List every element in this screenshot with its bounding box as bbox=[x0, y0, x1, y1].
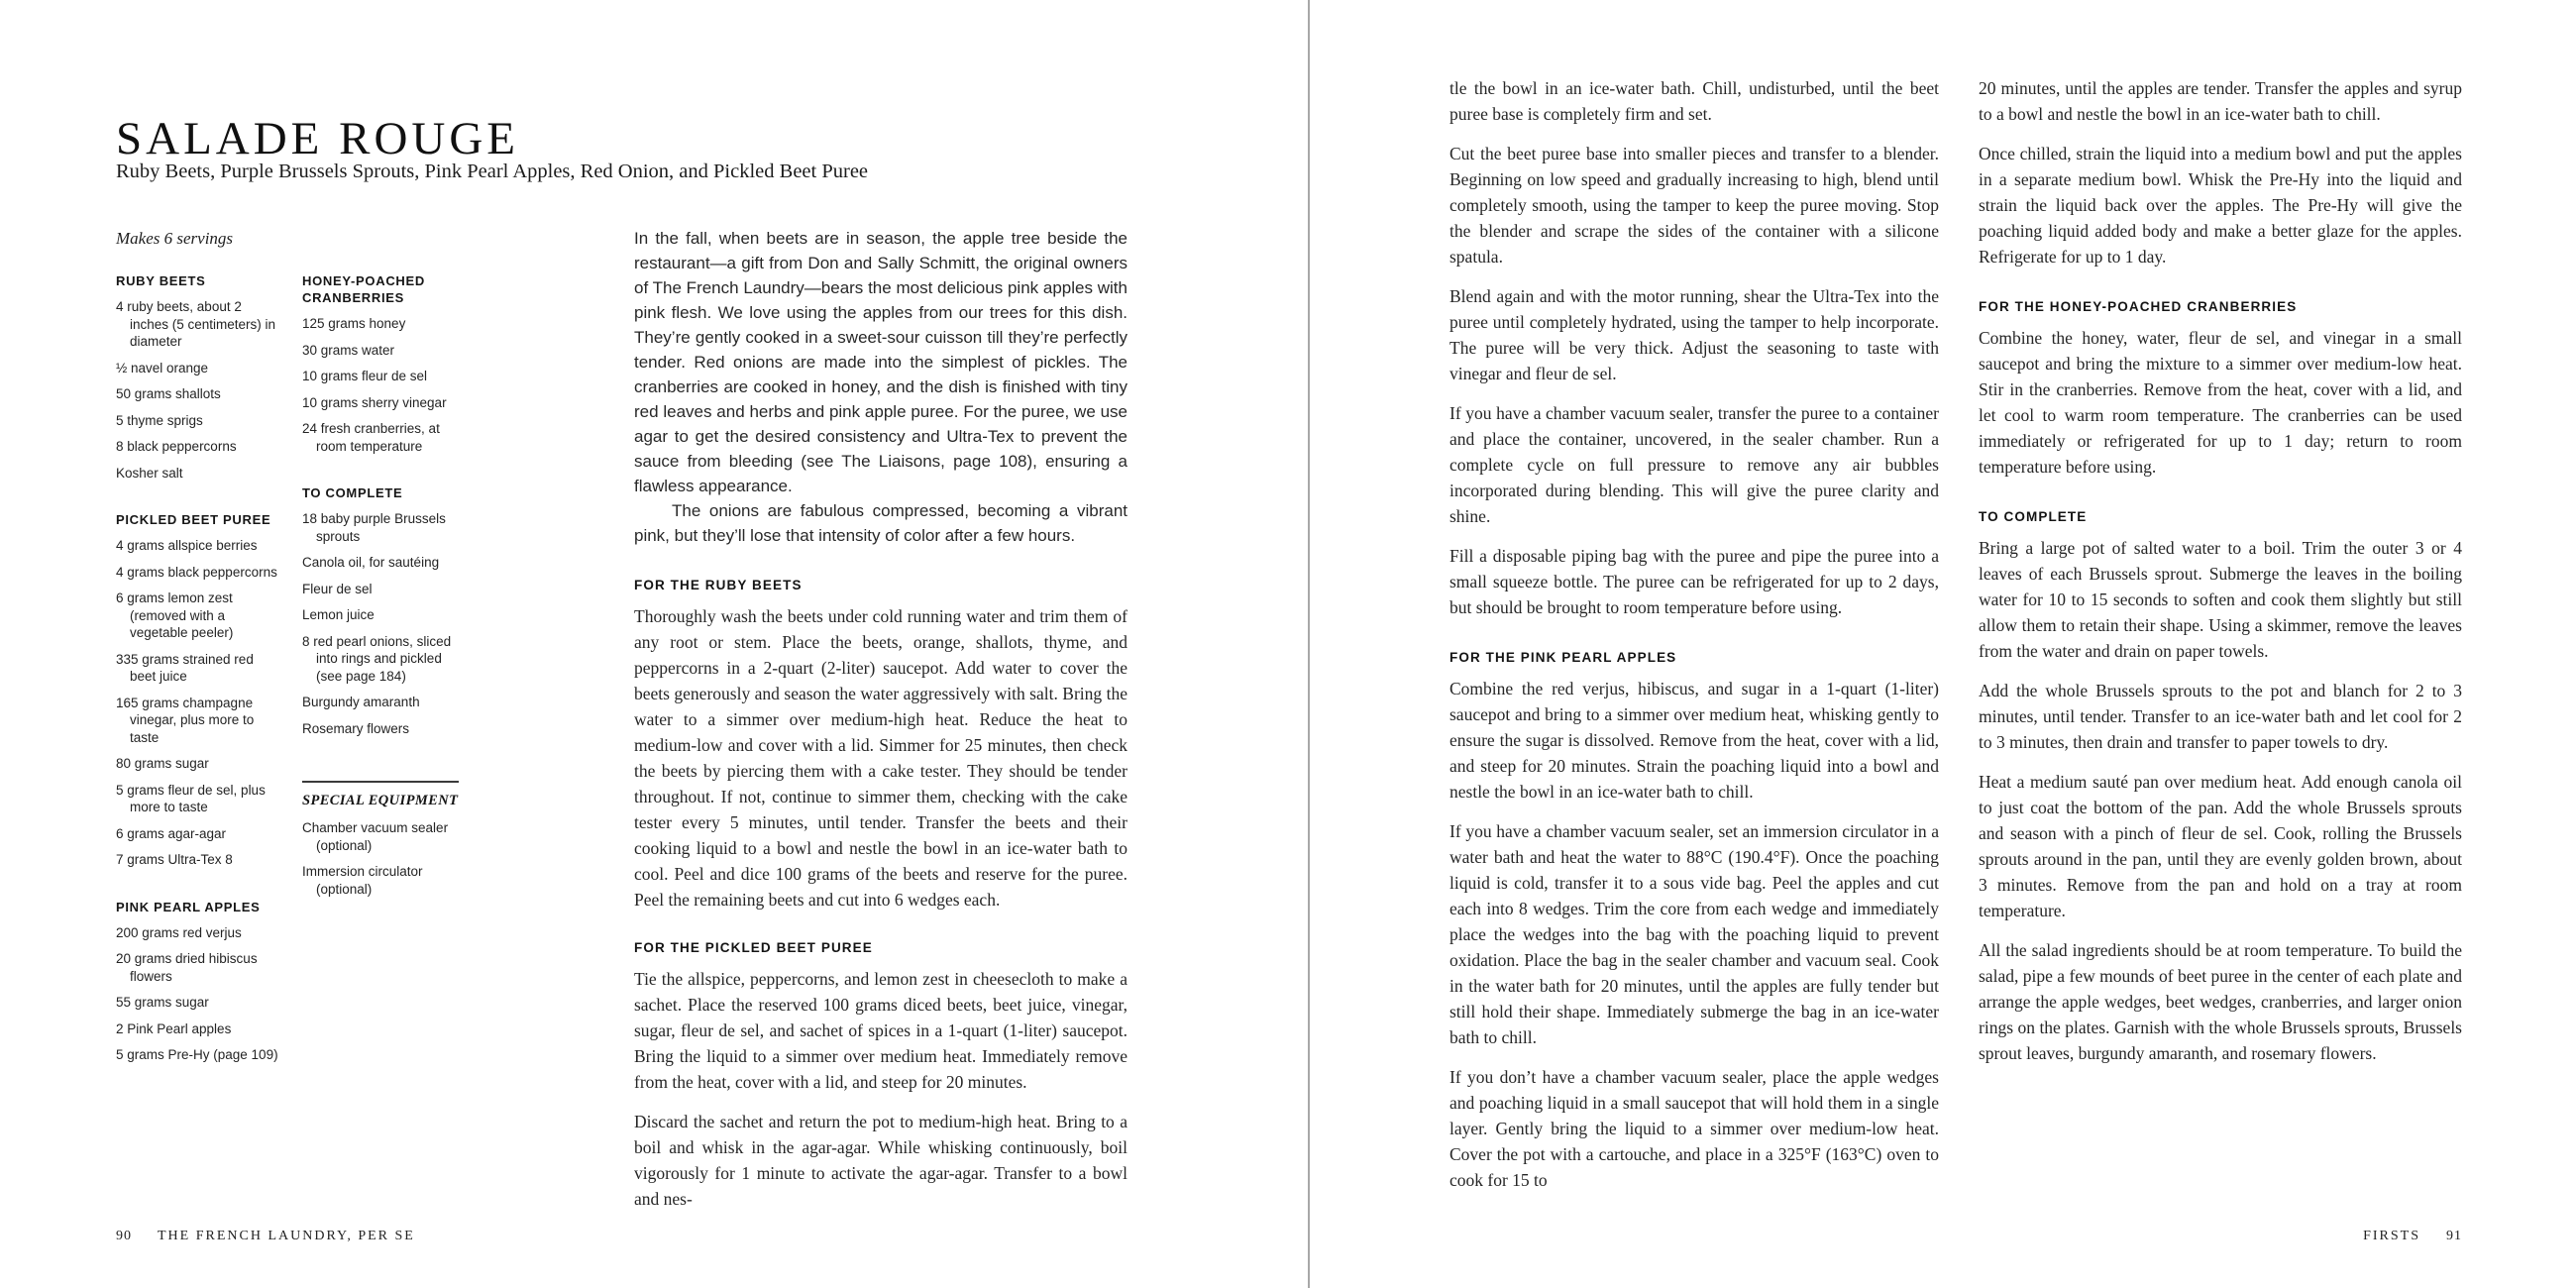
special-equipment-block bbox=[302, 781, 459, 898]
recipe-paragraph: Bring a large pot of salted water to a boil. Trim the outer 3 or 4 leaves of each Brussels sprout. Submerge the leaves in the boiling water for 10 to 15 seconds to soften and cook them slightly but still allow them to retain their shape. Using a skimmer, remove the leaves from the water and drain on paper towels. bbox=[1979, 538, 2462, 661]
intro-paragraph: The onions are fabulous compressed, becoming a vibrant pink, but they’ll lose that intensity of color after a few hours. bbox=[634, 501, 1127, 545]
ingredient-item: 80 grams sugar bbox=[116, 756, 209, 771]
ingredient-item: 10 grams sherry vinegar bbox=[302, 394, 447, 410]
ingredient-item: 24 fresh cranberries, at room temperature bbox=[302, 421, 440, 454]
page-number-right: 91 bbox=[2446, 1229, 2462, 1243]
ingredient-item: Canola oil, for sautéing bbox=[302, 555, 440, 570]
recipe-paragraph: Once chilled, strain the liquid into a medium bowl and put the apples in a separate medium bowl. Whisk the Pre-Hy into the liquid and strain the liquid back over the apples. The Pre-Hy will give the poaching liquid added body and make a better glaze for the apples. Refrigerate for up to 1 day. bbox=[1979, 144, 2462, 267]
ingredient-item: Kosher salt bbox=[116, 465, 183, 481]
ingredient-column-1 bbox=[116, 272, 282, 1094]
page-right bbox=[1310, 0, 2576, 1288]
ingredient-group-honey-poached-cranberries bbox=[302, 272, 469, 455]
ingredient-item: 4 grams allspice berries bbox=[116, 538, 258, 553]
left-body-column bbox=[634, 226, 1127, 1226]
ingredient-item: 8 red pearl onions, sliced into rings and pickled (see page 184) bbox=[302, 633, 452, 684]
right-column-2 bbox=[1979, 75, 2462, 1080]
footer-book-title: THE FRENCH LAUNDRY, PER SE bbox=[158, 1229, 415, 1243]
ingredient-item: 125 grams honey bbox=[302, 316, 406, 331]
ingredient-item: 10 grams fleur de sel bbox=[302, 369, 428, 383]
recipe-paragraph: Fill a disposable piping bag with the puree and pipe the puree into a small squeeze bottle. The puree can be refrigerated for up to 2 days, but should be brought to room temperature before using. bbox=[1449, 546, 1939, 617]
right-column-1 bbox=[1449, 75, 1939, 1207]
ingredient-item: 8 black peppercorns bbox=[116, 439, 237, 454]
special-equipment-item: Immersion circulator (optional) bbox=[302, 864, 423, 897]
ingredient-item: 18 baby purple Brussels sprouts bbox=[302, 511, 446, 544]
ingredient-column-2 bbox=[302, 272, 469, 1094]
recipe-paragraph: Tie the allspice, peppercorns, and lemon zest in cheesecloth to make a sachet. Place the reserved 100 grams diced beets, beet juice, vinegar, sugar, fleur de sel, and sachet of spices in a 1-quart (1-liter) saucepot. Bring the liquid to a simmer over medium heat. Immediately remove from the heat, cover with a lid, and steep for 20 minutes. bbox=[634, 969, 1127, 1092]
recipe-paragraph: Heat a medium sauté pan over medium heat. Add enough canola oil to just coat the bottom of the pan. Add the whole Brussels sprouts and season with a pinch of fleur de sel. Cook, rolling the Brussels sprouts around in the pan, until they are evenly golden brown, about 3 minutes. Remove from the pan and hold on a tray at room temperature. bbox=[1979, 772, 2462, 920]
ingredient-item: 2 Pink Pearl apples bbox=[116, 1020, 232, 1036]
ingredient-group-title: PINK PEARL APPLES bbox=[116, 899, 261, 914]
ingredients-panel bbox=[116, 229, 484, 1094]
ingredient-item: 30 grams water bbox=[302, 342, 395, 358]
ingredient-item: 165 grams champagne vinegar, plus more to taste bbox=[116, 695, 255, 745]
ingredient-item: 4 grams black peppercorns bbox=[116, 564, 277, 580]
recipe-paragraph: All the salad ingredients should be at room temperature. To build the salad, pipe a few mounds of beet puree in the center of each plate and arrange the apple wedges, beet wedges, cranberries, and larger onion rings on the plates. Garnish with the whole Brussels sprouts, Brussels sprout leaves, burgundy amaranth, and rosemary flowers. bbox=[1979, 940, 2462, 1063]
recipe-paragraph: Thoroughly wash the beets under cold running water and trim them of any root or stem. Place the beets, orange, shallots, thyme, and peppercorns in a 2-quart (2-liter) saucepot. Add water to cover the beets generously and season the water aggressively with salt. Bring the water to a simmer over medium-high heat. Reduce the heat to medium-low and cover with a lid. Simmer for 25 minutes, then check the beets by piercing them with a cake tester. They should be tender throughout. If not, continue to simmer them, checking with the cake tester every 5 minutes, until tender. Transfer the beets and their cooking liquid to a bowl and nestle the bowl in an ice-water bath to cool. Peel and dice 100 grams of the beets and reserve for the puree. Peel the remaining beets and cut into 6 wedges each. bbox=[634, 606, 1127, 910]
ingredient-group-title: RUBY BEETS bbox=[116, 273, 206, 288]
recipe-paragraph: Combine the red verjus, hibiscus, and sugar in a 1-quart (1-liter) saucepot and bring to a simmer over medium heat, whisking gently to ensure the sugar is dissolved. Remove from the heat, cover with a lid, and steep for 20 minutes. Strain the poaching liquid into a bowl and nestle the bowl in an ice-water bath to chill. bbox=[1449, 679, 1939, 802]
page-number-left: 90 bbox=[116, 1229, 132, 1243]
ingredient-item: Rosemary flowers bbox=[302, 720, 410, 736]
ingredient-group-to-complete bbox=[302, 484, 469, 737]
ingredient-group-pink-pearl-apples bbox=[116, 899, 282, 1064]
ingredient-item: 55 grams sugar bbox=[116, 995, 209, 1010]
recipe-title: SALADE ROUGE bbox=[116, 113, 520, 165]
special-equipment-title: SPECIAL EQUIPMENT bbox=[302, 793, 459, 808]
ingredient-item: 4 ruby beets, about 2 inches (5 centimeters) in diameter bbox=[116, 299, 276, 349]
ingredient-item: 5 grams Pre-Hy (page 109) bbox=[116, 1047, 278, 1062]
footer-right bbox=[2363, 1229, 2462, 1244]
special-equipment-item: Chamber vacuum sealer (optional) bbox=[302, 820, 449, 853]
recipe-paragraph: Add the whole Brussels sprouts to the pot and blanch for 2 to 3 minutes, until tender. Transfer to an ice-water bath and let cool for 2 to 3 minutes, then drain and transfer to paper towels to dry. bbox=[1979, 681, 2462, 752]
page-gutter-divider bbox=[1308, 0, 1310, 1288]
ingredient-group-ruby-beets bbox=[116, 272, 282, 482]
recipe-paragraph: Combine the honey, water, fleur de sel, and vinegar in a small saucepot and bring the mixture to a simmer over medium-low heat. Stir in the cranberries. Remove from the heat, cover with a lid, and let cool to warm room temperature. The cranberries can be used immediately or refrigerated for up to 1 day; return to room temperature before using. bbox=[1979, 328, 2462, 477]
ingredient-item: 6 grams agar-agar bbox=[116, 825, 227, 841]
footer-left bbox=[116, 1229, 415, 1244]
recipe-paragraph: If you have a chamber vacuum sealer, set an immersion circulator in a water bath and heat the water to 88°C (190.4°F). Once the poaching liquid is cold, transfer it to a sous vide bag. Peel the apples and cut each into 8 wedges. Trim the core from each wedge and immediately place the wedges into the bag with the poaching liquid to prevent oxidation. Place the bag in the sealer chamber and vacuum seal. Cook in the water bath for 20 minutes, until the apples are fully tender but still hold their shape. Immediately submerge the bag in an ice-water bath to chill. bbox=[1449, 821, 1939, 1047]
yield-note: Makes 6 servings bbox=[116, 229, 234, 248]
ingredient-group-title: HONEY-POACHED CRANBERRIES bbox=[302, 273, 425, 305]
recipe-paragraph: tle the bowl in an ice-water bath. Chill, undisturbed, until the beet puree base is completely firm and set. bbox=[1449, 78, 1939, 124]
recipe-paragraph: 20 minutes, until the apples are tender. Transfer the apples and syrup to a bowl and nestle the bowl in an ice-water bath to chill. bbox=[1979, 78, 2462, 124]
section-heading-ruby-beets: FOR THE RUBY BEETS bbox=[634, 578, 803, 592]
recipe-paragraph: If you have a chamber vacuum sealer, transfer the puree to a container and place the container, uncovered, in the sealer chamber. Run a complete cycle on full pressure to remove any air bubbles incorporated during blending. This will give the puree clarity and shine. bbox=[1449, 403, 1939, 526]
recipe-subtitle: Ruby Beets, Purple Brussels Sprouts, Pink Pearl Apples, Red Onion, and Pickled Beet Puree bbox=[116, 161, 869, 182]
recipe-paragraph: If you don’t have a chamber vacuum sealer, place the apple wedges and poaching liquid in a small saucepot that will hold them in a single layer. Gently bring the liquid to a simmer over medium-low heat. Cover the pot with a cartouche, and place in a 325°F (163°C) oven to cook for 15 to bbox=[1449, 1067, 1939, 1190]
ingredient-item: Lemon juice bbox=[302, 607, 375, 622]
section-heading-honey-poached-cranberries: FOR THE HONEY-POACHED CRANBERRIES bbox=[1979, 299, 2298, 314]
section-heading-pink-pearl-apples: FOR THE PINK PEARL APPLES bbox=[1449, 650, 1677, 665]
footer-section-title: FIRSTS bbox=[2363, 1229, 2420, 1243]
ingredient-item: 20 grams dried hibiscus flowers bbox=[116, 951, 258, 984]
section-heading-pickled-beet-puree: FOR THE PICKLED BEET PUREE bbox=[634, 940, 873, 955]
ingredient-group-title: PICKLED BEET PUREE bbox=[116, 512, 271, 527]
recipe-paragraph: Blend again and with the motor running, shear the Ultra-Tex into the puree until completely hydrated, using the tamper to help incorporate. The puree will be very thick. Adjust the seasoning to taste with vinegar and fleur de sel. bbox=[1449, 286, 1939, 383]
ingredient-item: Fleur de sel bbox=[302, 581, 373, 596]
ingredient-item: 5 grams fleur de sel, plus more to taste bbox=[116, 782, 266, 814]
ingredient-item: 5 thyme sprigs bbox=[116, 412, 203, 428]
recipe-paragraph: Discard the sachet and return the pot to medium-high heat. Bring to a boil and whisk in the agar-agar. While whisking continuously, boil vigorously for 1 minute to activate the agar-agar. Transfer to a bowl and nes- bbox=[634, 1112, 1127, 1209]
intro-paragraph: In the fall, when beets are in season, the apple tree beside the restaurant—a gift from Don and Sally Schmitt, the original owners of The French Laundry—bears the most delicious pink apples with pink flesh. We love using the apples from our trees for this dish. They’re gently cooked in a sweet-sour cuisson till they’re perfectly tender. Red onions are made into the simplest of pickles. The cranberries are cooked in honey, and the dish is finished with tiny red leaves and herbs and pink apple puree. For the puree, we use agar to get the desired consistency and Ultra-Tex to prevent the sauce from bleeding (see The Liaisons, page 108), ensuring a flawless appearance. bbox=[634, 229, 1127, 495]
ingredient-item: 335 grams strained red beet juice bbox=[116, 651, 254, 684]
ingredient-group-pickled-beet-puree bbox=[116, 511, 282, 869]
ingredient-item: ½ navel orange bbox=[116, 360, 209, 376]
ingredient-item: 50 grams shallots bbox=[116, 386, 221, 401]
recipe-paragraph: Cut the beet puree base into smaller pieces and transfer to a blender. Beginning on low speed and gradually increasing to high, blend until completely smooth, using the tamper to keep the puree moving. Stop the blender and scrape the sides of the container with a silicone spatula. bbox=[1449, 144, 1939, 267]
ingredient-item: 200 grams red verjus bbox=[116, 924, 242, 940]
ingredient-item: 7 grams Ultra-Tex 8 bbox=[116, 852, 233, 867]
ingredient-columns bbox=[116, 272, 484, 1094]
ingredient-group-title: TO COMPLETE bbox=[302, 485, 403, 500]
ingredient-item: 6 grams lemon zest (removed with a vegetable peeler) bbox=[116, 590, 234, 640]
section-heading-to-complete: TO COMPLETE bbox=[1979, 509, 2088, 524]
ingredient-item: Burgundy amaranth bbox=[302, 695, 420, 709]
